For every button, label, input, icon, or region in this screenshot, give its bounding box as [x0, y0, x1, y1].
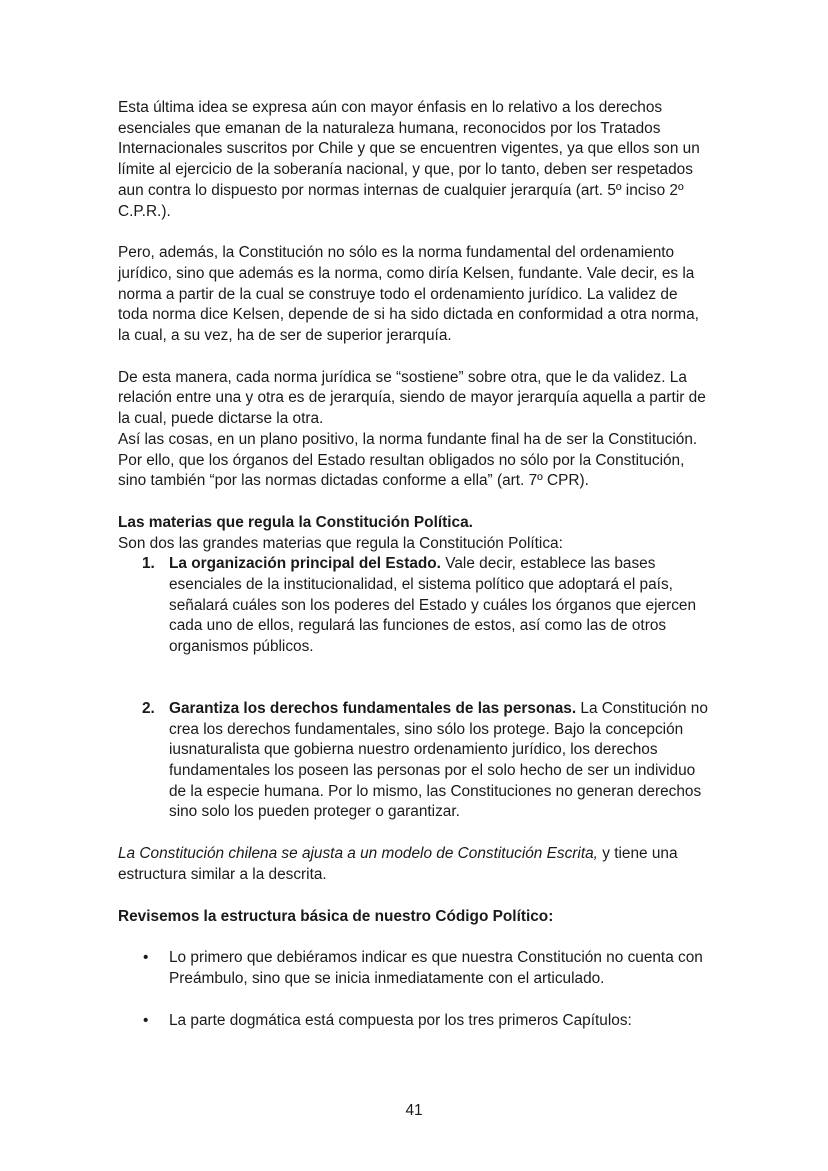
list-item-1: [118, 554, 710, 658]
bullet-item-2: [118, 1011, 710, 1032]
paragraph-1: Esta última idea se expresa aún con mayor énfasis en lo relativo a los derechos esenciales que emanan de la naturaleza humana, reconocidos por los Tratados Internacionales suscritos por Chile y que se encuentren vigentes, ya que ellos son un límite al ejercicio de la soberanía nacional, y que, por lo tanto, deben ser respetados aun contra lo dispuesto por normas internas de cualquier jerarquía (art. 5º inciso 2º C.P.R.).: [118, 99, 700, 220]
list-item-text: Vale decir, establece las bases esenciales de la institucionalidad, el sistema político que adoptará el país, señalará cuáles son los poderes del Estado y cuáles los órganos que ejercen cada uno de ellos, regulará las funciones de estos, así como las de otros organismos públicos.: [169, 555, 697, 656]
section-intro: Son dos las grandes materias que regula la Constitución Política:: [118, 534, 563, 552]
list-number: 2.: [142, 699, 155, 717]
page-number: 41: [405, 1102, 423, 1119]
list-item-bold-lead: Garantiza los derechos fundamentales de las personas.: [169, 699, 577, 717]
spacer: [118, 886, 710, 907]
spacer: [118, 222, 710, 243]
bullet-item-1: [118, 948, 710, 989]
bullet-list: [118, 948, 710, 1031]
spacer: [118, 492, 710, 513]
closing-italic: La Constitución chilena se ajusta a un modelo de Constitución Escrita,: [118, 845, 598, 863]
spacer: [118, 347, 710, 368]
list-number: 1.: [142, 555, 155, 573]
section-heading-materias: Las materias que regula la Constitución Política.: [118, 513, 473, 531]
list-item-text: La Constitución no crea los derechos fundamentales, sino sólo los protege. Bajo la concepción iusnaturalista que gobierna nuestro ordenamiento jurídico, los derechos fundamentales los poseen las personas por el solo hecho de ser un individuo de la especie humana. Por lo mismo, las Constituciones no generan derechos sino solo los pueden proteger o garantizar.: [169, 699, 708, 821]
numbered-list: [118, 554, 710, 823]
list-item-bold-lead: La organización principal del Estado.: [169, 555, 441, 573]
spacer: [118, 823, 710, 844]
bullet-text: Lo primero que debiéramos indicar es que nuestra Constitución no cuenta con Preámbulo, sino que se inicia inmediatamente con el articulado.: [169, 949, 703, 987]
bullet-text: La parte dogmática está compuesta por los tres primeros Capítulos:: [169, 1011, 632, 1029]
bullet-icon: •: [143, 949, 149, 967]
paragraph-3: De esta manera, cada norma jurídica se “sostiene” sobre otra, que le da validez. La relación entre una y otra es de jerarquía, siendo de mayor jerarquía aquella a partir de la cual, puede dictarse la otra.: [118, 368, 706, 428]
spacer: [118, 927, 710, 948]
page-content: [118, 98, 710, 1031]
paragraph-4: Así las cosas, en un plano positivo, la norma fundante final ha de ser la Constitución. Por ello, que los órganos del Estado resultan obligados no sólo por la Constitución, sino también “por las normas dictadas conforme a ella” (art. 7º CPR).: [118, 430, 698, 490]
bullet-icon: •: [143, 1011, 149, 1029]
section-heading-estructura: Revisemos la estructura básica de nuestro Código Político:: [118, 907, 554, 925]
closing-text: y tiene una estructura similar a la descrita.: [118, 845, 678, 883]
paragraph-2: Pero, además, la Constitución no sólo es la norma fundamental del ordenamiento jurídico, sino que además es la norma, como diría Kelsen, fundante. Vale decir, es la norma a partir de la cual se construye todo el ordenamiento jurídico. La validez de toda norma dice Kelsen, depende de si ha sido dictada en conformidad a otra norma, la cual, a su vez, ha de ser de superior jerarquía.: [118, 244, 699, 345]
closing-paragraph: [118, 844, 710, 885]
list-item-2: [118, 699, 710, 823]
